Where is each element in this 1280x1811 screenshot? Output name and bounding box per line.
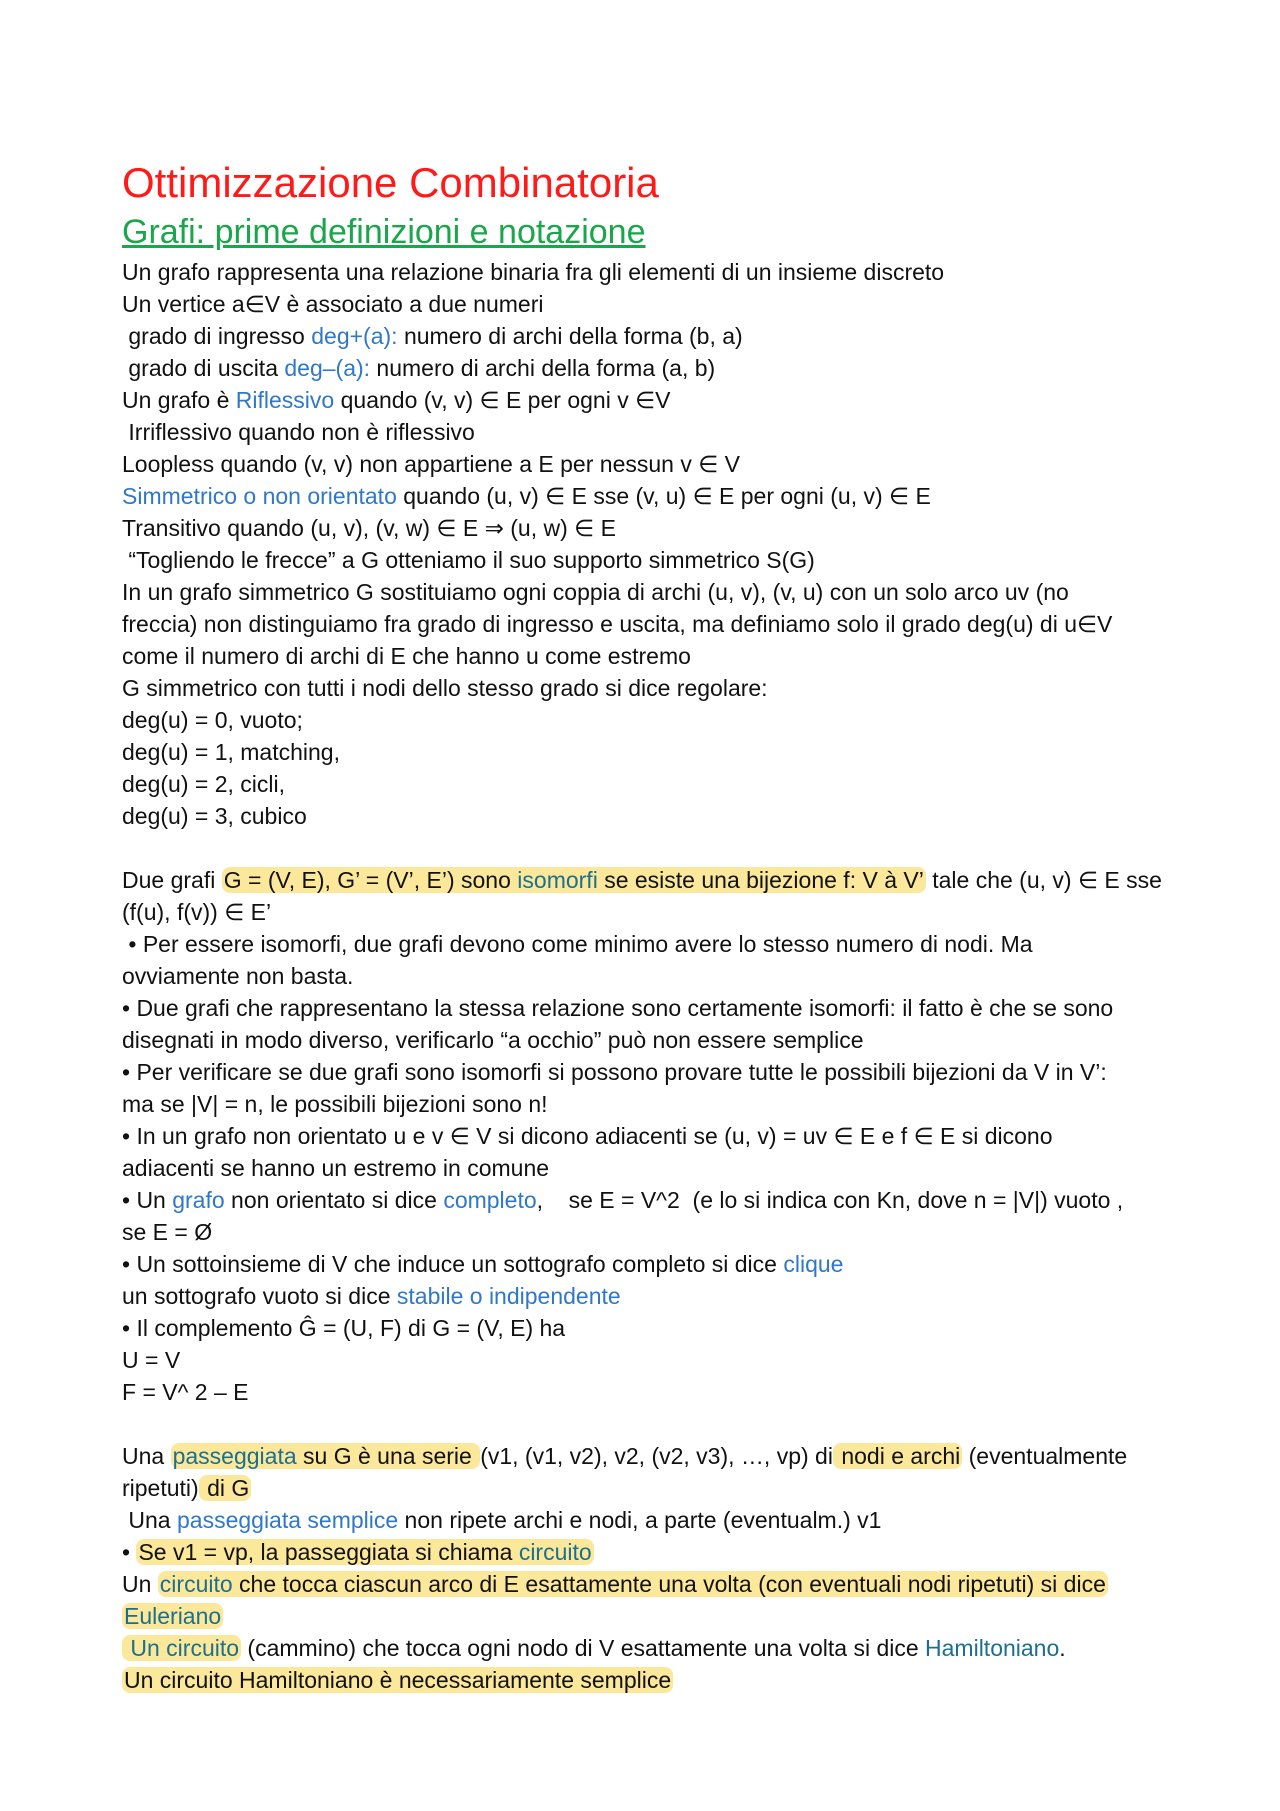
term-deg-out: deg–(a): xyxy=(284,355,371,381)
text-line: G simmetrico con tutti i nodi dello stesso grado si dice regolare: xyxy=(122,675,768,701)
term-circuito: circuito xyxy=(159,1571,233,1597)
text-line: ma se |V| = n, le possibili bijezioni sono n! xyxy=(122,1091,548,1117)
highlight: G = (V, E), G’ = (V’, E’) sono isomorfi se esiste una bijezione f: V à V’ xyxy=(223,867,924,893)
text-line: Un circuito che tocca ciascun arco di E esattamente una volta (con eventuali nodi ripetuti) si dice xyxy=(122,1571,1106,1597)
term-passeggiata-semplice: passeggiata semplice xyxy=(176,1507,399,1533)
text-line: Irriflessivo quando non è riflessivo xyxy=(122,419,475,445)
text-line: (f(u), f(v)) ∈ E’ xyxy=(122,899,272,925)
text-line: In un grafo simmetrico G sostituiamo ogni coppia di archi (u, v), (v, u) con un solo arco uv (no xyxy=(122,579,1069,605)
section-heading: Grafi: prime definizioni e notazione xyxy=(122,213,646,251)
term-grafo: grafo xyxy=(172,1187,225,1213)
text-line xyxy=(122,1600,1182,1632)
text-line: grado di ingresso deg+(a): numero di archi della forma (b, a) xyxy=(122,323,743,349)
text-line: disegnati in modo diverso, verificarlo “a occhio” può non essere semplice xyxy=(122,1027,864,1053)
term-euleriano: Euleriano xyxy=(124,1603,222,1629)
text-line: deg(u) = 3, cubico xyxy=(122,803,307,829)
highlight: Se v1 = vp, la passeggiata si chiama circuito xyxy=(138,1539,592,1565)
term-simmetrico: Simmetrico o non orientato xyxy=(122,483,397,509)
text-line: Una passeggiata su G è una serie (v1, (v1, v2), v2, (v2, v3), …, vp) di nodi e archi (eventualmente xyxy=(122,1443,1128,1469)
text-line: “Togliendo le frecce” a G otteniamo il suo supporto simmetrico S(G) xyxy=(122,547,815,573)
text-line: deg(u) = 0, vuoto; xyxy=(122,707,303,733)
term-clique: clique xyxy=(783,1251,844,1277)
text-line: Due grafi G = (V, E), G’ = (V’, E’) sono isomorfi se esiste una bijezione f: V à V’ tale che (u, v) ∈ E sse xyxy=(122,867,1162,893)
highlight: circuito che tocca ciascun arco di E esattamente una volta (con eventuali nodi ripetuti) si dice xyxy=(159,1571,1106,1597)
text-line: • Per essere isomorfi, due grafi devono come minimo avere lo stesso numero di nodi. Ma xyxy=(122,931,1033,957)
document-page xyxy=(122,158,1182,1696)
text-line: deg(u) = 2, cicli, xyxy=(122,771,285,797)
text-line: come il numero di archi di E che hanno u come estremo xyxy=(122,643,691,669)
highlight: passeggiata su G è una serie xyxy=(172,1443,479,1469)
text-line: Simmetrico o non orientato quando (u, v) ∈ E sse (v, u) ∈ E per ogni (u, v) ∈ E xyxy=(122,483,931,509)
paragraph-gap xyxy=(122,832,1182,864)
text-line: Loopless quando (v, v) non appartiene a E per nessun v ∈ V xyxy=(122,451,740,477)
text-line: se E = Ø xyxy=(122,1219,213,1245)
text-line: Transitivo quando (u, v), (v, w) ∈ E ⇒ (u, w) ∈ E xyxy=(122,515,616,541)
text-line: • Per verificare se due grafi sono isomorfi si possono provare tutte le possibili bijezioni da V in V’: xyxy=(122,1059,1107,1085)
term-passeggiata: passeggiata xyxy=(172,1443,297,1469)
text-line: freccia) non distinguiamo fra grado di ingresso e uscita, ma definiamo solo il grado deg(u) di u∈V xyxy=(122,611,1113,637)
text-line: deg(u) = 1, matching, xyxy=(122,739,340,765)
term-circuito: circuito xyxy=(518,1539,592,1565)
text-line: ripetuti) di G xyxy=(122,1475,250,1501)
highlight: Un circuito Hamiltoniano è necessariamente semplice xyxy=(124,1667,672,1693)
term-deg-in: deg+(a): xyxy=(311,323,404,349)
term-riflessivo: Riflessivo xyxy=(235,387,335,413)
text-line: Un vertice a∈V è associato a due numeri xyxy=(122,291,544,317)
highlight: di G xyxy=(200,1475,250,1501)
text-line: Un grafo è Riflessivo quando (v, v) ∈ E per ogni v ∈V xyxy=(122,387,671,413)
text-line: ovviamente non basta. xyxy=(122,963,354,989)
text-line: un sottografo vuoto si dice stabile o indipendente xyxy=(122,1283,621,1309)
text-line xyxy=(122,1664,1182,1696)
term-isomorfi: isomorfi xyxy=(517,867,598,893)
term-hamiltoniano: Hamiltoniano xyxy=(925,1635,1060,1661)
document-title: Ottimizzazione Combinatoria xyxy=(122,159,659,206)
term-completo: completo xyxy=(443,1187,537,1213)
paragraph-gap xyxy=(122,1408,1182,1440)
text-line: adiacenti se hanno un estremo in comune xyxy=(122,1155,550,1181)
text-line: • Un grafo non orientato si dice completo, se E = V^2 (e lo si indica con Kn, dove n = |V|) vuoto , xyxy=(122,1187,1124,1213)
text-line: • In un grafo non orientato u e v ∈ V si dicono adiacenti se (u, v) = uv ∈ E e f ∈ E si dicono xyxy=(122,1123,1053,1149)
term-un-circuito: Un circuito xyxy=(124,1635,240,1661)
text-line: • Un sottoinsieme di V che induce un sottografo completo si dice clique xyxy=(122,1251,844,1277)
term-stabile: stabile o indipendente xyxy=(396,1283,621,1309)
text-line: • Se v1 = vp, la passeggiata si chiama circuito xyxy=(122,1539,592,1565)
highlight: nodi e archi xyxy=(834,1443,961,1469)
text-line: grado di uscita deg–(a): numero di archi della forma (a, b) xyxy=(122,355,716,381)
text-line: Un circuito (cammino) che tocca ogni nodo di V esattamente una volta si dice Hamiltoniano. xyxy=(124,1635,1066,1661)
text-line: • Due grafi che rappresentano la stessa relazione sono certamente isomorfi: il fatto è che se sono xyxy=(122,995,1114,1021)
text-line: U = V xyxy=(122,1347,181,1373)
text-line: Una passeggiata semplice non ripete archi e nodi, a parte (eventualm.) v1 xyxy=(122,1507,882,1533)
text-line: • Il complemento Ĝ = (U, F) di G = (V, E) ha xyxy=(122,1315,566,1341)
text-line: Un grafo rappresenta una relazione binaria fra gli elementi di un insieme discreto xyxy=(122,259,945,285)
text-line: F = V^ 2 – E xyxy=(122,1379,249,1405)
